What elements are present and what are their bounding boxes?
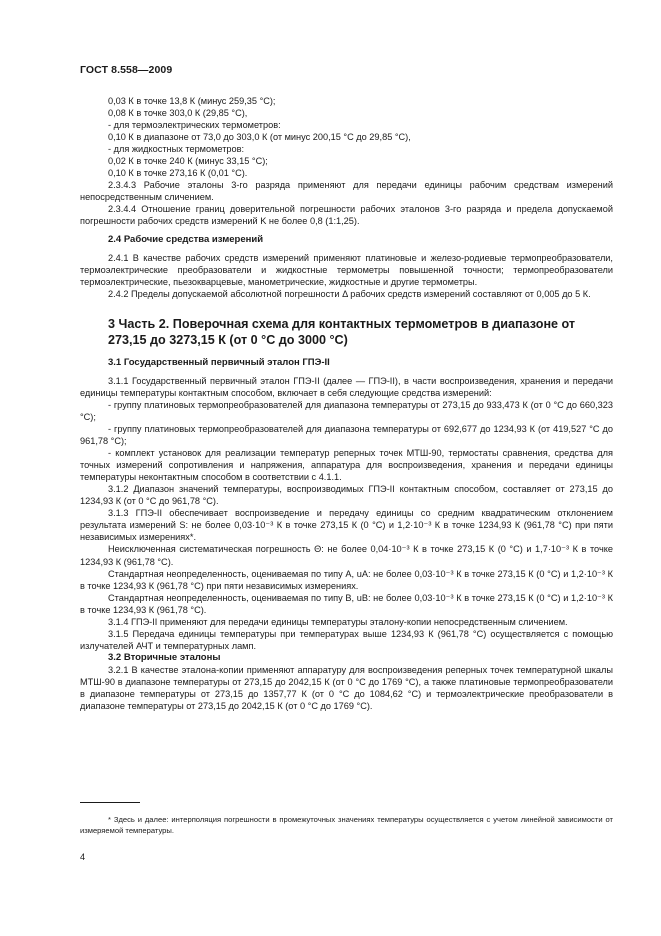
paragraph-3-1-2: 3.1.2 Диапазон значений температуры, воспроизводимых ГПЭ-II контактным способом, составляет от 273,15 до 1234,93 К (от 0 °С до 961,78 °С). <box>80 484 613 507</box>
list-item: - группу платиновых термопреобразователей для диапазона температуры от 273,15 до 933,473 К (от 0 °С до 660,323 °С); <box>80 399 613 422</box>
paragraph-2-3-4-4: 2.3.4.4 Отношение границ доверительной погрешности рабочих эталонов 3-го разряда и предела допускаемой погрешности рабочих средств измерений K не более 0,8 (1:1,25). <box>80 204 613 227</box>
footnote: * Здесь и далее: интерполяция погрешности в промежуточных значениях температуры осуществляется с учетом линейной зависимости от измеряемой температуры. <box>80 815 613 836</box>
text-line: 0,10 К в диапазоне от 73,0 до 303,0 К (от минус 200,15 °С до 29,85 °С), <box>108 132 411 143</box>
text-line: 0,10 К в точке 273,16 К (0,01 °С). <box>108 168 248 179</box>
text-line: 0,08 К в точке 303,0 К (29,85 °С), <box>108 108 248 119</box>
document-header: ГОСТ 8.558—2009 <box>80 64 173 76</box>
text-line: 0,03 К в точке 13,8 К (минус 259,35 °С); <box>108 96 276 106</box>
chapter-heading-3: 3 Часть 2. Поверочная схема для контактных термометров в диапазоне от 273,15 до 3273,15 К (от 0 °С до 3000 °С) <box>108 316 576 348</box>
paragraph-2-4-2: 2.4.2 Пределы допускаемой абсолютной погрешности Δ рабочих средств измерений составляют от 0,005 до 5 К. <box>108 288 591 299</box>
page-number: 4 <box>80 852 86 862</box>
paragraph-3-1-4: 3.1.4 ГПЭ-II применяют для передачи единицы температуры эталону-копии непосредственным сличением. <box>108 616 568 627</box>
section-heading-2-4: 2.4 Рабочие средства измерений <box>108 233 264 245</box>
paragraph-uncertainty-b: Стандартная неопределенность, оцениваемая по типу B, uB: не более 0,03·10⁻³ К в точке 273,15 К (0 °С) и 1,2·10⁻³ К в точке 1234,93 К (961,78 °С). <box>80 592 613 615</box>
footnote-divider <box>80 802 140 803</box>
section-heading-3-2: 3.2 Вторичные эталоны <box>108 651 221 663</box>
paragraph-uncertainty-a: Стандартная неопределенность, оцениваемая по типу A, uA: не более 0,03·10⁻³ К в точке 273,15 К (0 °С) и 1,2·10⁻³ К в точке 1234,93 К (961,78 °С) при пяти независимых измерениях. <box>80 568 613 591</box>
paragraph-2-3-4-3: 2.3.4.3 Рабочие эталоны 3-го разряда применяют для передачи единицы рабочим средствам измерений непосредственным сличением. <box>80 180 613 203</box>
section-heading-3-1: 3.1 Государственный первичный эталон ГПЭ-II <box>108 356 330 368</box>
paragraph-2-4-1: 2.4.1 В качестве рабочих средств измерений применяют платиновые и железо-родиевые термопреобразователи, термоэлектрические преобразователи и жидкостные термометры повышенной точности; термопреобразователи термоэлектрические, пьезокварцевые, манометрические, жидкостные и другие термометры. <box>80 252 613 287</box>
paragraph-3-2-1: 3.2.1 В качестве эталона-копии применяют аппаратуру для воспроизведения реперных точек температурной шкалы МТШ-90 в диапазоне температуры от 273,15 до 2042,15 К (от 0 °С до 1769 °С), а также платиновые термопреобразователи в диапазоне температуры от 273,15 до 1357,77 К (от 0 °С до 1084,62 °С) и термоэлектрические преобразователи в диапазоне температуры от 273,15 до 2042,15 К (от 0 °С до 1769 °С). <box>80 664 613 712</box>
list-item: - для жидкостных термометров: <box>108 144 245 155</box>
text-line: 0,02 К в точке 240 К (минус 33,15 °С); <box>108 156 268 167</box>
list-item: - группу платиновых термопреобразователей для диапазона температуры от 692,677 до 1234,93 К (от 419,527 °С до 961,78 °С); <box>80 423 613 447</box>
paragraph-3-1-1: 3.1.1 Государственный первичный эталон ГПЭ-II (далее — ГПЭ-II), в части воспроизведения, хранения и передачи единицы температуры контактным способом, включает в себя следующие средства измерений: <box>80 375 613 398</box>
document-body <box>80 95 613 712</box>
paragraph-3-1-3: 3.1.3 ГПЭ-II обеспечивает воспроизведение и передачу единицы со средним квадратическим отклонением результата измерений S: не более 0,03·10⁻³ К в точке 273,15 К (0 °С) и 1,2·10⁻³ К в точке 1234,93 К (961,78 °С) при пяти независимых измерениях*. <box>80 508 613 543</box>
list-item: - для термоэлектрических термометров: <box>108 120 281 131</box>
list-item: - комплект установок для реализации температур реперных точек МТШ-90, термостаты сравнения, средства для точных измерений сопротивления и напряжения, аппаратура для воспроизведения, хранения и передачи единицы температуры неконтактным способом в соответствии с 4.1.1. <box>80 448 613 483</box>
paragraph-3-1-5: 3.1.5 Передача единицы температуры при температурах выше 1234,93 К (961,78 °С) осуществляется с помощью излучателей АЧТ и температурных ламп. <box>80 628 613 651</box>
paragraph-systematic-error: Неисключенная систематическая погрешность Θ: не более 0,04·10⁻³ К в точке 273,15 К (0 °С) и 1,7·10⁻³ К в точке 1234,93 К (961,78 °С). <box>80 544 613 567</box>
